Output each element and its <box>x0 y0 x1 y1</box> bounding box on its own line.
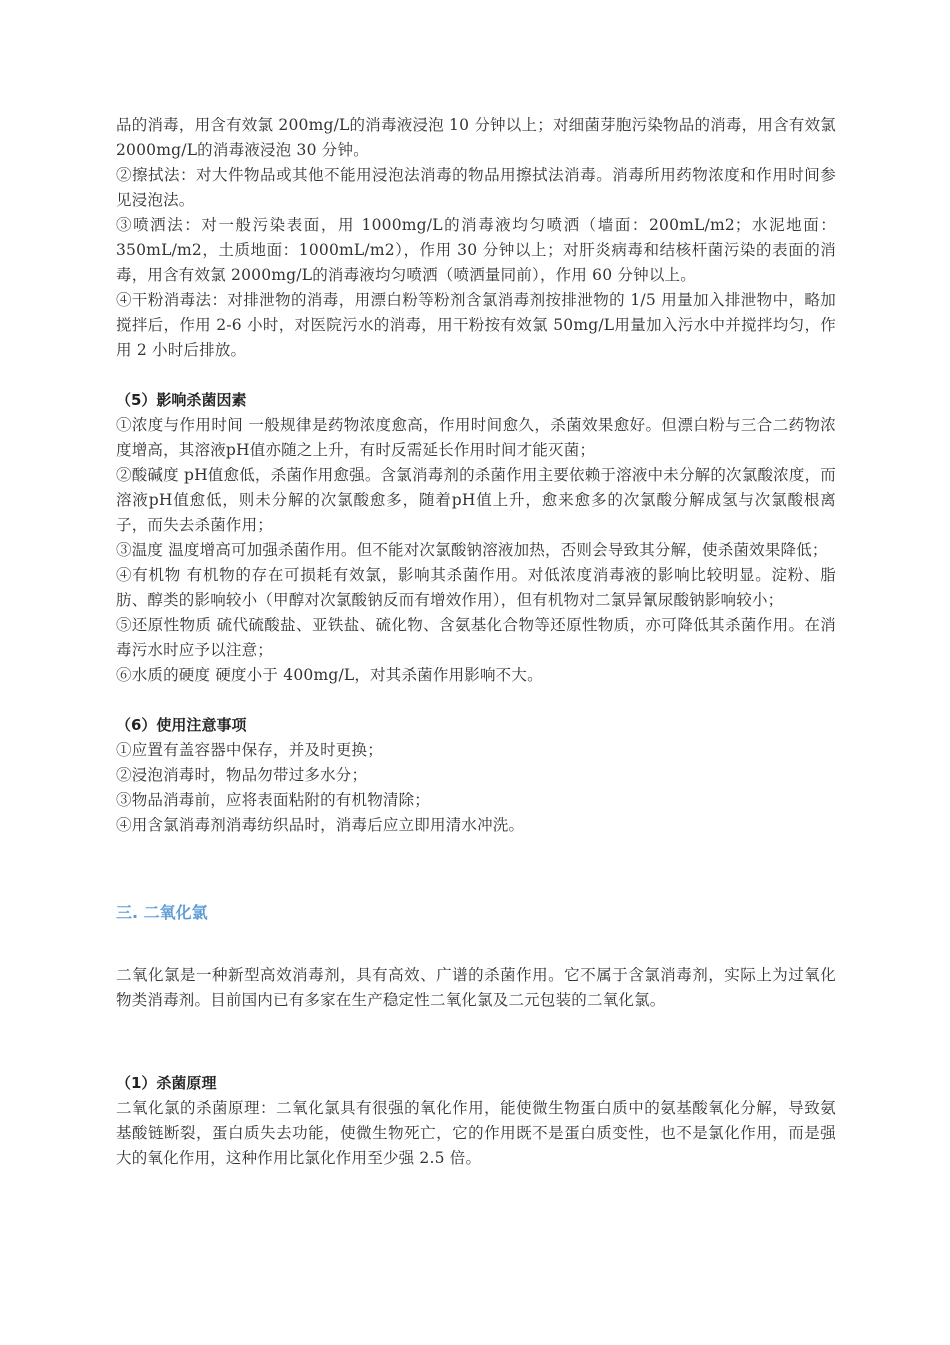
intro-block <box>116 113 836 363</box>
list-item: ④用含氯消毒剂消毒纺织品时，消毒后应立即用清水冲洗。 <box>116 816 525 834</box>
paragraph: ②酸碱度 pH值愈低，杀菌作用愈强。含氯消毒剂的杀菌作用主要依赖于溶液中未分解的次氯酸浓度，而溶液pH值愈低，则未分解的次氯酸愈多，随着pH值上升，愈来愈多的次氯酸分解成氢与次氯酸根离子，而失去杀菌作用； <box>116 466 836 534</box>
paragraph: ③温度 温度增高可加强杀菌作用。但不能对次氯酸钠溶液加热，否则会导致其分解，使杀菌效果降低； <box>116 541 828 559</box>
paragraph: ②擦拭法：对大件物品或其他不能用浸泡法消毒的物品用擦拭法消毒。消毒所用药物浓度和作用时间参见浸泡法。 <box>116 166 836 209</box>
chapter-chlorine-dioxide <box>116 900 836 1013</box>
paragraph: ③喷洒法：对一般污染表面，用 1000mg/L的消毒液均匀喷洒（墙面：200mL/m2；水泥地面：350mL/m2，土质地面：1000mL/m2），作用 30 分钟以上；对肝炎病毒和结核杆菌污染的表面的消毒，用含有效氯 2000mg/L的消毒液均匀喷洒（喷洒量同前），作用 60 分钟以上。 <box>116 216 836 284</box>
section-mechanism <box>116 1071 836 1171</box>
paragraph: 二氧化氯的杀菌原理：二氧化氯具有很强的氧化作用，能使微生物蛋白质中的氨基酸氧化分解，导致氨基酸链断裂，蛋白质失去功能，使微生物死亡，它的作用既不是蛋白质变性，也不是氯化作用，而是强大的氧化作用，这种作用比氯化作用至少强 2.5 倍。 <box>116 1099 836 1167</box>
paragraph: 二氧化氯是一种新型高效消毒剂，具有高效、广谱的杀菌作用。它不属于含氯消毒剂，实际上为过氧化物类消毒剂。目前国内已有多家在生产稳定性二氧化氯及二元包装的二氧化氯。 <box>116 966 836 1009</box>
list-item: ②浸泡消毒时，物品勿带过多水分； <box>116 766 368 784</box>
section-heading: （6）使用注意事项 <box>116 716 247 734</box>
section-heading: （5）影响杀菌因素 <box>116 391 247 409</box>
paragraph: 品的消毒，用含有效氯 200mg/L的消毒液浸泡 10 分钟以上；对细菌芽胞污染物品的消毒，用含有效氯 2000mg/L的消毒液浸泡 30 分钟。 <box>116 116 836 159</box>
section-factors <box>116 388 836 688</box>
paragraph: ⑤还原性物质 硫代硫酸盐、亚铁盐、硫化物、含氨基化合物等还原性物质，亦可降低其杀菌作用。在消毒污水时应予以注意； <box>116 616 836 659</box>
paragraph: ⑥水质的硬度 硬度小于 400mg/L，对其杀菌作用影响不大。 <box>116 666 543 684</box>
list-item: ③物品消毒前，应将表面粘附的有机物清除； <box>116 791 431 809</box>
document-page <box>116 113 836 1171</box>
chapter-heading: 三. 二氧化氯 <box>116 903 208 922</box>
paragraph: ④干粉消毒法：对排泄物的消毒，用漂白粉等粉剂含氯消毒剂按排泄物的 1/5 用量加入排泄物中，略加搅拌后，作用 2-6 小时，对医院污水的消毒，用干粉按有效氯 50mg/L用量加入污水中并搅拌均匀，作用 2 小时后排放。 <box>116 291 836 359</box>
paragraph: ④有机物 有机物的存在可损耗有效氯，影响其杀菌作用。对低浓度消毒液的影响比较明显。淀粉、脂肪、醇类的影响较小（甲醇对次氯酸钠反而有增效作用），但有机物对二氯异氰尿酸钠影响较小； <box>116 566 836 609</box>
list-item: ①应置有盖容器中保存，并及时更换； <box>116 741 383 759</box>
paragraph: ①浓度与作用时间 一般规律是药物浓度愈高，作用时间愈久，杀菌效果愈好。但漂白粉与三合二药物浓度增高，其溶液pH值亦随之上升，有时反需延长作用时间才能灭菌； <box>116 416 836 459</box>
section-precautions <box>116 713 836 838</box>
section-heading: （1）杀菌原理 <box>116 1074 217 1092</box>
